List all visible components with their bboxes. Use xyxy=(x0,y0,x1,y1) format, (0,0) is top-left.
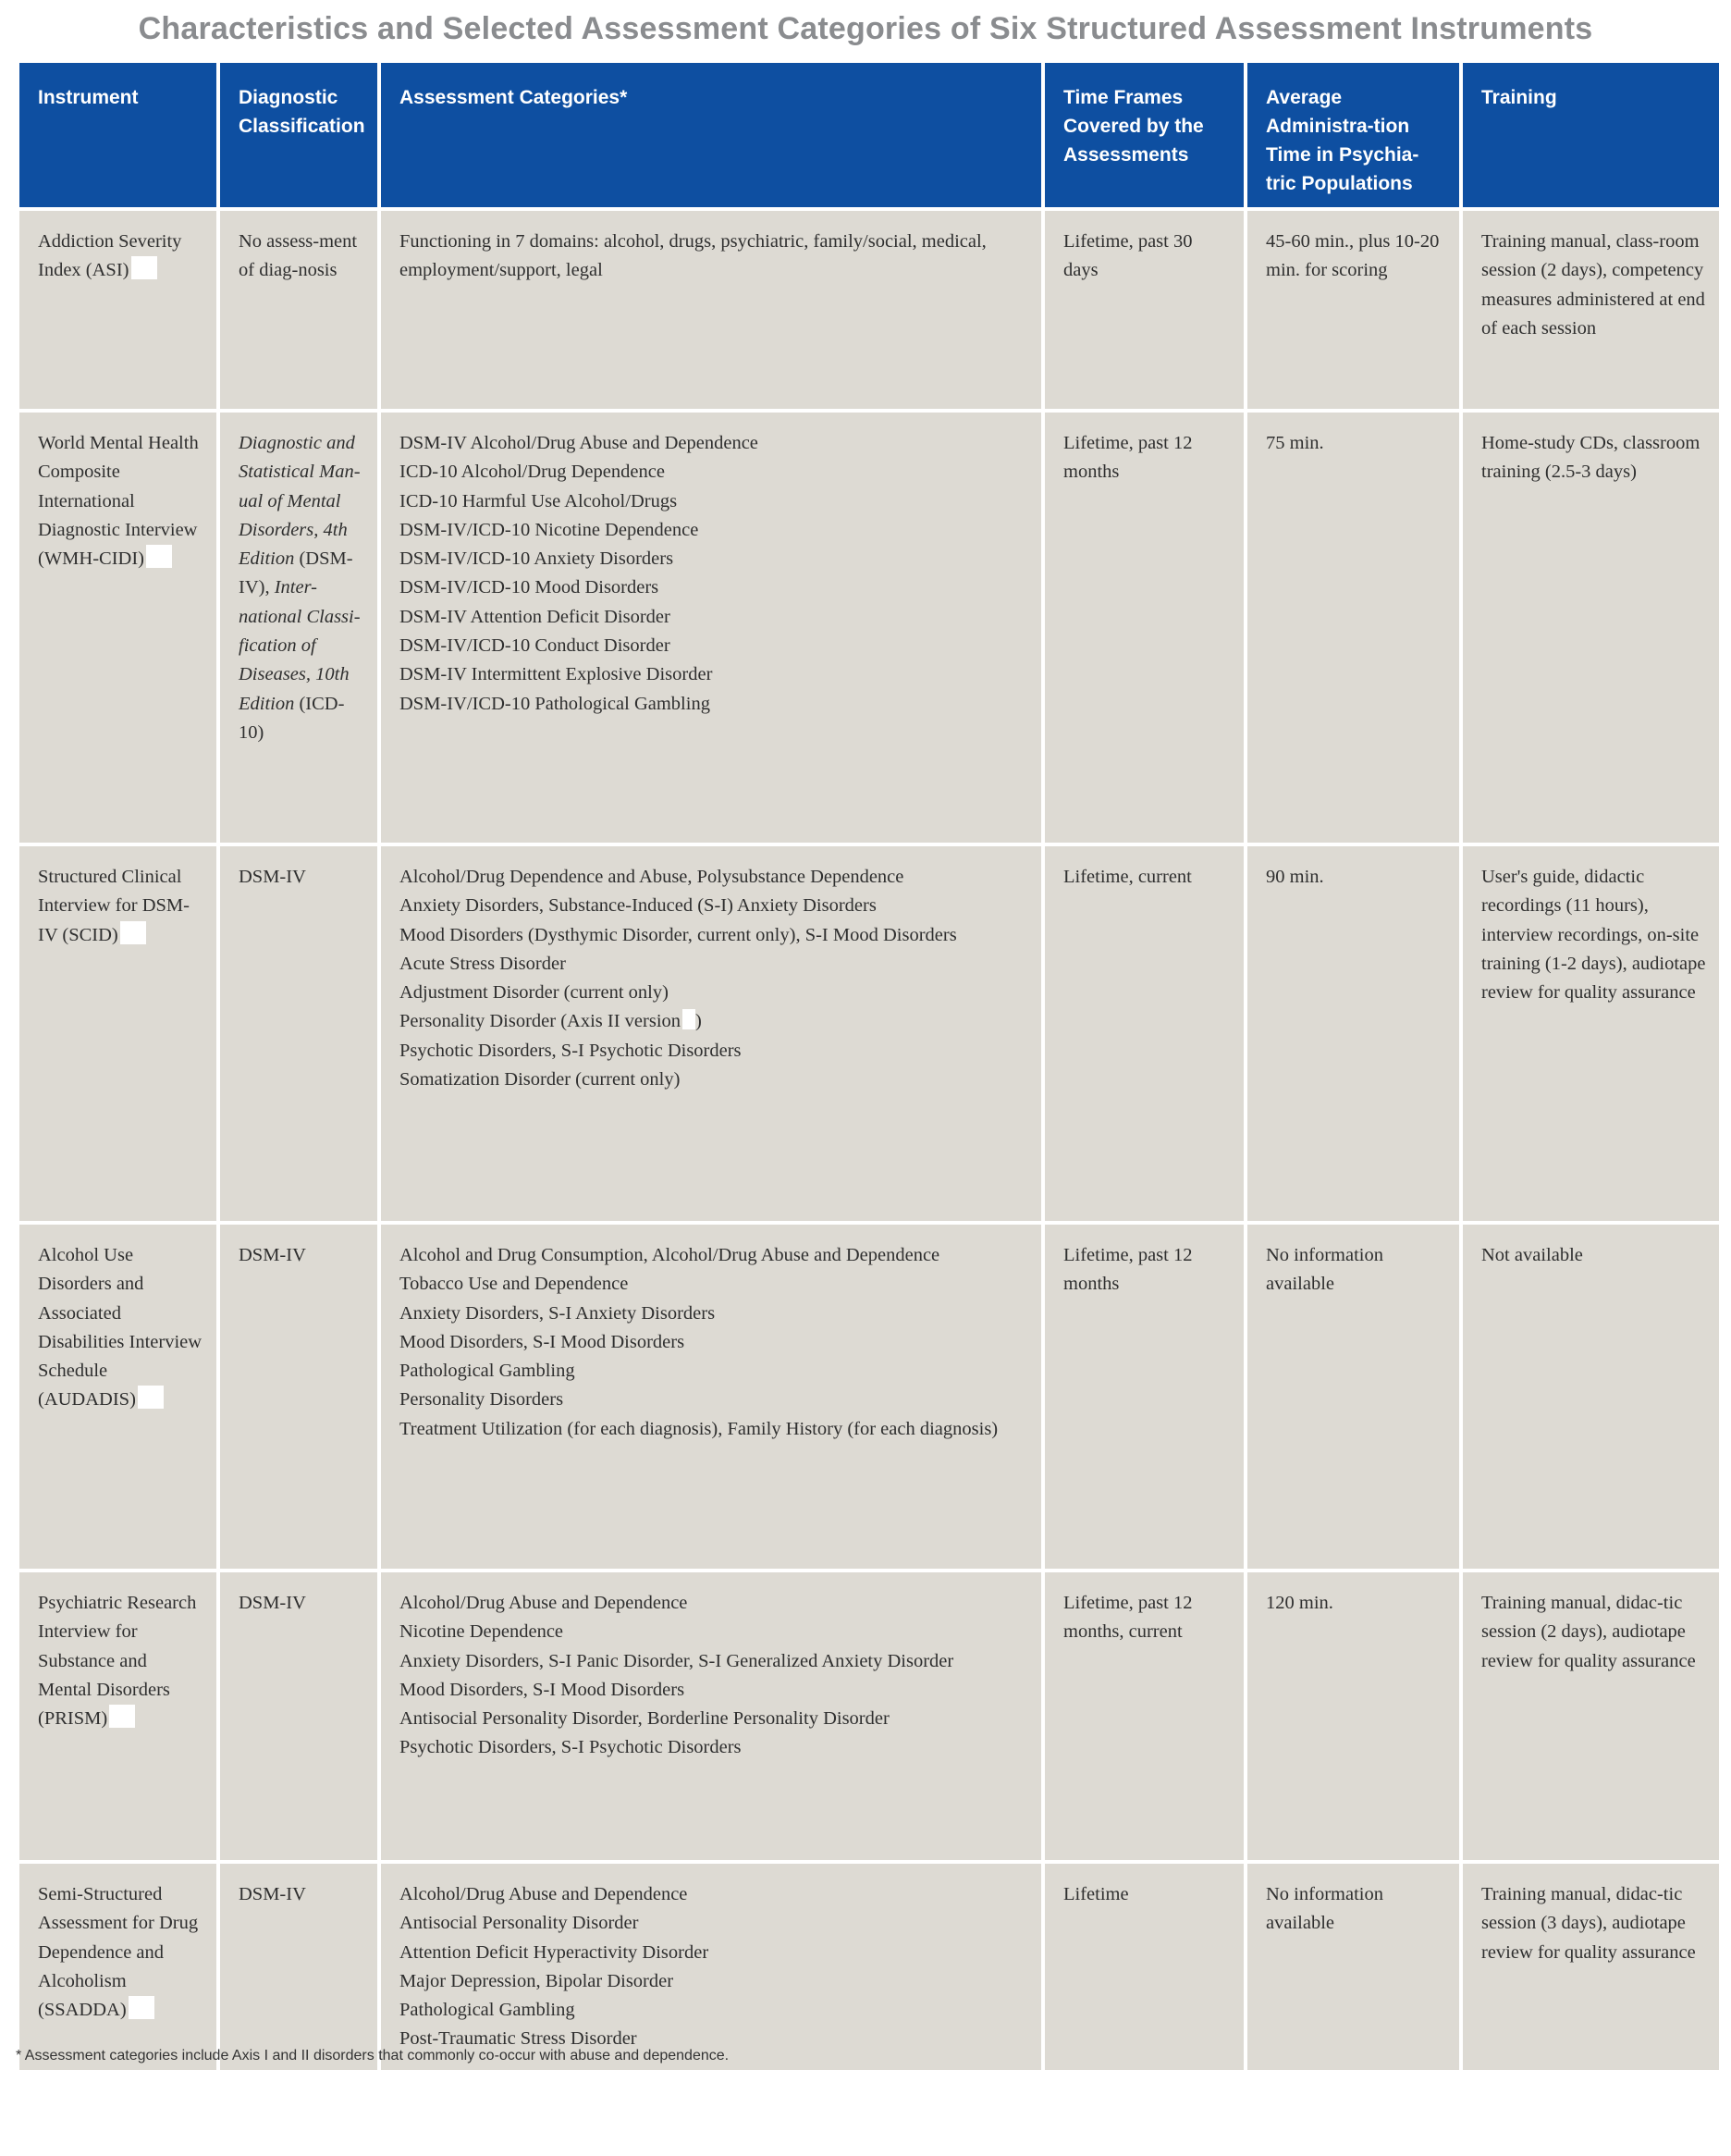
category-item: Tobacco Use and Dependence xyxy=(399,1274,629,1295)
instrument-cell: Semi-Structured Assessment for Drug Dependence and Alcoholism (SSADDA) xyxy=(19,1864,216,2070)
column-header: Assessment Categories* xyxy=(381,63,1041,207)
time-frames-cell: Lifetime xyxy=(1045,1864,1244,2070)
redaction-box xyxy=(120,921,146,944)
redaction-box xyxy=(129,1996,154,2019)
category-item: Somatization Disorder (current only) xyxy=(399,1069,681,1090)
table-row xyxy=(19,1572,1719,1860)
redaction-box xyxy=(138,1386,164,1409)
category-item: Psychotic Disorders, S-I Psychotic Disorders xyxy=(399,1040,742,1061)
time-frames-cell: Lifetime, past 12 months xyxy=(1045,1225,1244,1569)
category-item: Pathological Gambling xyxy=(399,2000,575,2021)
column-header: Average Administra-tion Time in Psychia-tric Populations xyxy=(1247,63,1459,207)
instrument-cell: Addiction Severity Index (ASI) xyxy=(19,211,216,409)
table-row xyxy=(19,1864,1719,2070)
table-row xyxy=(19,211,1719,409)
category-item: Antisocial Personality Disorder xyxy=(399,1913,639,1934)
category-item: Personality Disorders xyxy=(399,1389,564,1411)
category-item: DSM-IV/ICD-10 Conduct Disorder xyxy=(399,635,670,657)
table-row xyxy=(19,413,1719,843)
redaction-box xyxy=(146,545,172,568)
classification-cell: DSM-IV xyxy=(220,1225,377,1569)
training-cell: Not available xyxy=(1463,1225,1719,1569)
category-item: ICD-10 Alcohol/Drug Dependence xyxy=(399,462,665,483)
instrument-cell: Psychiatric Research Interview for Substance and Mental Disorders (PRISM) xyxy=(19,1572,216,1860)
classification-cell: Diagnostic and Statistical Man-ual of Mental Disorders, 4th Edition (DSM-IV), Inter-national Classi-fication of Diseases, 10th Edition (ICD-10) xyxy=(220,413,377,843)
category-item: DSM-IV Alcohol/Drug Abuse and Dependence xyxy=(399,433,758,453)
category-item: Alcohol/Drug Abuse and Dependence xyxy=(399,1884,688,1904)
training-cell: User's guide, didactic recordings (11 hours), interview recordings, on-site training (1-2 days), audiotape review for quality assurance xyxy=(1463,846,1719,1221)
redaction-box xyxy=(109,1705,135,1728)
admin-time-cell: 75 min. xyxy=(1247,413,1459,843)
category-item: DSM-IV/ICD-10 Mood Disorders xyxy=(399,577,659,598)
admin-time-cell: 45-60 min., plus 10-20 min. for scoring xyxy=(1247,211,1459,409)
training-cell: Training manual, didac-tic session (3 days), audiotape review for quality assurance xyxy=(1463,1864,1719,2070)
column-header: Training xyxy=(1463,63,1719,207)
admin-time-cell: 120 min. xyxy=(1247,1572,1459,1860)
table-row xyxy=(19,1225,1719,1569)
instrument-cell: Alcohol Use Disorders and Associated Disabilities Interview Schedule (AUDADIS) xyxy=(19,1225,216,1569)
category-item: Psychotic Disorders, S-I Psychotic Disorders xyxy=(399,1737,742,1758)
category-item: Anxiety Disorders, S-I Anxiety Disorders xyxy=(399,1302,716,1324)
category-item: Antisocial Personality Disorder, Borderline Personality Disorder xyxy=(399,1708,890,1730)
time-frames-cell: Lifetime, past 30 days xyxy=(1045,211,1244,409)
category-item: Pathological Gambling xyxy=(399,1361,575,1382)
category-item: DSM-IV Intermittent Explosive Disorder xyxy=(399,664,713,685)
category-item: Functioning in 7 domains: alcohol, drugs, psychiatric, family/social, medical, employment/support, legal xyxy=(399,231,987,281)
category-item: Adjustment Disorder (current only) xyxy=(399,982,669,1004)
category-item: Anxiety Disorders, S-I Panic Disorder, S-I Generalized Anxiety Disorder xyxy=(399,1650,954,1671)
training-cell: Training manual, didac-tic session (2 days), audiotape review for quality assurance xyxy=(1463,1572,1719,1860)
category-item: Mood Disorders (Dysthymic Disorder, current only), S-I Mood Disorders xyxy=(399,924,957,945)
instrument-cell: Structured Clinical Interview for DSM-IV (SCID) xyxy=(19,846,216,1221)
category-item: Post-Traumatic Stress Disorder xyxy=(399,2028,637,2050)
categories-cell xyxy=(381,211,1041,409)
categories-cell xyxy=(381,846,1041,1221)
admin-time-cell: No information available xyxy=(1247,1864,1459,2070)
category-item: Alcohol/Drug Abuse and Dependence xyxy=(399,1593,688,1613)
category-item: Alcohol/Drug Dependence and Abuse, Polysubstance Dependence xyxy=(399,867,904,887)
classification-cell: No assess-ment of diag-nosis xyxy=(220,211,377,409)
footnote: * Assessment categories include Axis I and II disorders that commonly co-occur with abuse and dependence. xyxy=(16,2048,730,2064)
category-item: Acute Stress Disorder xyxy=(399,953,566,974)
category-item: Mood Disorders, S-I Mood Disorders xyxy=(399,1679,685,1700)
header-row xyxy=(19,63,1719,207)
category-item: Personality Disorder (Axis II version ) xyxy=(399,1011,702,1032)
categories-cell xyxy=(381,1225,1041,1569)
category-item: Attention Deficit Hyperactivity Disorder xyxy=(399,1941,709,1963)
category-item: Nicotine Dependence xyxy=(399,1621,564,1643)
redaction-box xyxy=(131,256,157,279)
category-item: DSM-IV/ICD-10 Nicotine Dependence xyxy=(399,519,699,540)
category-item: Major Depression, Bipolar Disorder xyxy=(399,1970,674,1991)
column-header: Diagnostic Classification xyxy=(220,63,377,207)
instrument-cell: World Mental Health Composite International Diagnostic Interview (WMH-CIDI) xyxy=(19,413,216,843)
admin-time-cell: 90 min. xyxy=(1247,846,1459,1221)
category-item: ICD-10 Harmful Use Alcohol/Drugs xyxy=(399,490,678,511)
training-cell: Home-study CDs, classroom training (2.5-3 days) xyxy=(1463,413,1719,843)
column-header: Time Frames Covered by the Assessments xyxy=(1045,63,1244,207)
classification-cell: DSM-IV xyxy=(220,846,377,1221)
admin-time-cell: No information available xyxy=(1247,1225,1459,1569)
time-frames-cell: Lifetime, past 12 months xyxy=(1045,413,1244,843)
category-item: Alcohol and Drug Consumption, Alcohol/Drug Abuse and Dependence xyxy=(399,1245,940,1265)
category-item: Treatment Utilization (for each diagnosis), Family History (for each diagnosis) xyxy=(399,1418,999,1439)
categories-cell xyxy=(381,1572,1041,1860)
redaction-box xyxy=(682,1009,695,1029)
category-item: Mood Disorders, S-I Mood Disorders xyxy=(399,1331,685,1352)
category-item: DSM-IV Attention Deficit Disorder xyxy=(399,606,670,627)
classification-cell: DSM-IV xyxy=(220,1864,377,2070)
category-item: DSM-IV/ICD-10 Pathological Gambling xyxy=(399,693,710,714)
page-title: Characteristics and Selected Assessment Categories of Six Structured Assessment Instruments xyxy=(138,11,1593,46)
column-header: Instrument xyxy=(19,63,216,207)
time-frames-cell: Lifetime, past 12 months, current xyxy=(1045,1572,1244,1860)
training-cell: Training manual, class-room session (2 days), competency measures administered at end of each session xyxy=(1463,211,1719,409)
categories-cell xyxy=(381,413,1041,843)
category-item: Anxiety Disorders, Substance-Induced (S-I) Anxiety Disorders xyxy=(399,895,877,917)
classification-cell: DSM-IV xyxy=(220,1572,377,1860)
instruments-table xyxy=(16,59,1723,2074)
category-item: DSM-IV/ICD-10 Anxiety Disorders xyxy=(399,548,674,570)
table-row xyxy=(19,846,1719,1221)
time-frames-cell: Lifetime, current xyxy=(1045,846,1244,1221)
categories-cell xyxy=(381,1864,1041,2070)
